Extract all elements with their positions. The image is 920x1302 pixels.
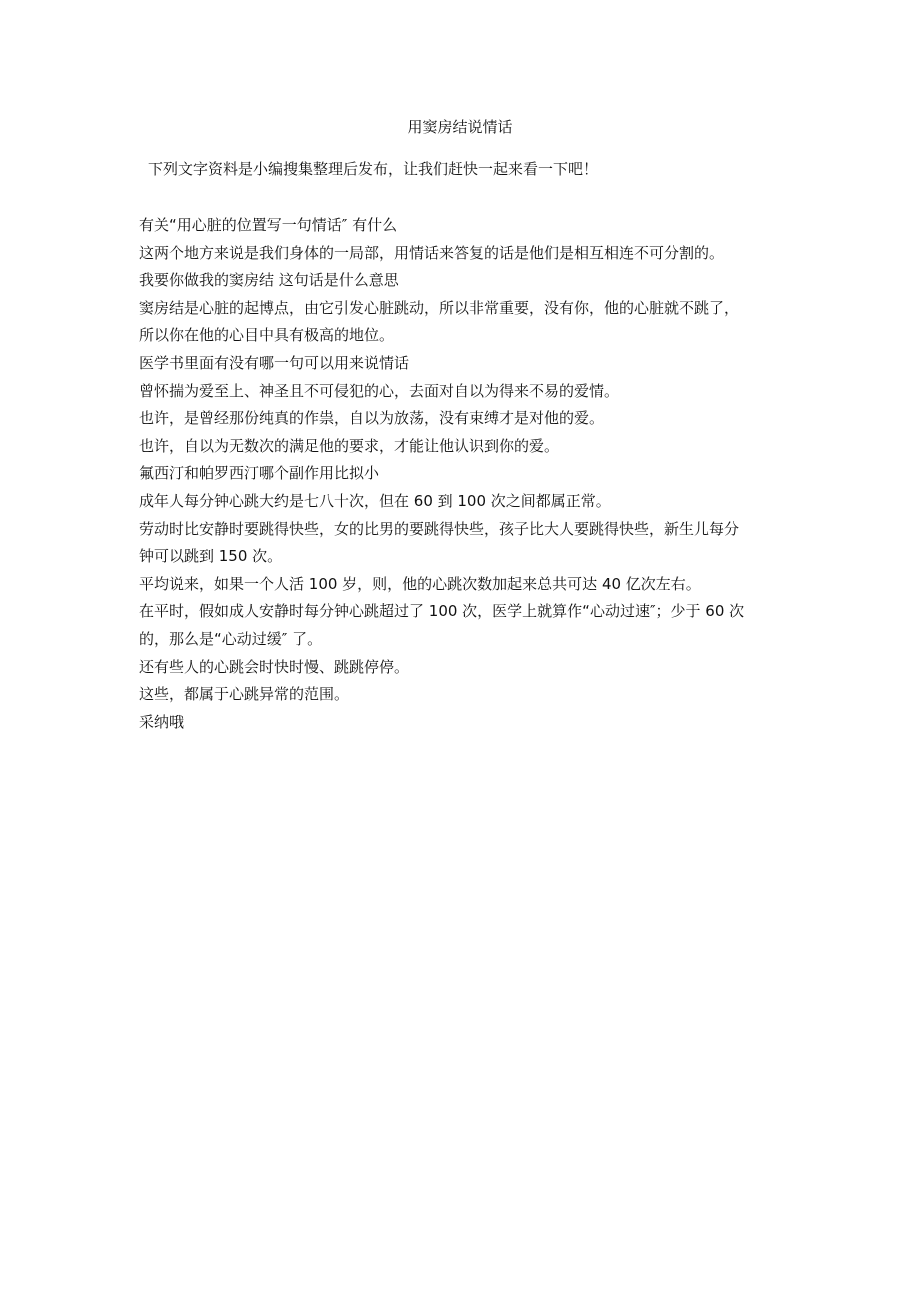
body-line: 曾怀揣为爱至上、神圣且不可侵犯的心，去面对自以为得来不易的爱情。 (139, 381, 620, 400)
body-line: 钟可以跳到 150 次。 (139, 547, 283, 566)
body-line: 的，那么是“心动过缓″ 了。 (139, 629, 323, 648)
body-line: 平均说来，如果一个人活 100 岁，则，他的心跳次数加起来总共可达 40 亿次左右。 (139, 574, 701, 593)
body-line: 我要你做我的窦房结 这句话是什么意思 (139, 271, 399, 290)
body-line: 采纳哦 (139, 712, 185, 731)
body-line: 这些，都属于心跳异常的范围。 (139, 685, 350, 704)
body-line: 这两个地方来说是我们身体的一局部，用情话来答复的话是他们是相互相连不可分割的。 (139, 243, 725, 262)
body-line: 劳动时比安静时要跳得快些，女的比男的要跳得快些，孩子比大人要跳得快些，新生儿每分 (139, 519, 740, 538)
body-line: 有关“用心脏的位置写一句情话″ 有什么 (139, 216, 398, 234)
body-line: 窦房结是心脏的起博点，由它引发心脏跳动，所以非常重要，没有你，他的心脏就不跳了， (139, 298, 740, 317)
document-body (139, 212, 799, 736)
body-line: 也许，是曾经那份纯真的作祟，自以为放荡，没有束缚才是对他的爱。 (139, 409, 605, 428)
body-line: 还有些人的心跳会时快时慢、跳跳停停。 (139, 657, 410, 676)
body-line: 氟西汀和帕罗西汀哪个副作用比拟小 (139, 464, 380, 483)
body-line: 成年人每分钟心跳大约是七八十次，但在 60 到 100 次之间都属正常。 (139, 491, 611, 510)
body-line: 也许，自以为无数次的满足他的要求，才能让他认识到你的爱。 (139, 436, 560, 455)
body-line: 在平时，假如成人安静时每分钟心跳超过了 100 次，医学上就算作“心动过速″；少于 60 次 (139, 602, 745, 621)
body-line: 医学书里面有没有哪一句可以用来说情话 (139, 353, 410, 372)
body-line: 所以你在他的心目中具有极高的地位。 (139, 326, 395, 345)
document-title: 用窦房结说情话 (407, 118, 513, 136)
intro-paragraph: 下列文字资料是小编搜集整理后发布，让我们赶快一起来看一下吧！ (148, 160, 599, 178)
